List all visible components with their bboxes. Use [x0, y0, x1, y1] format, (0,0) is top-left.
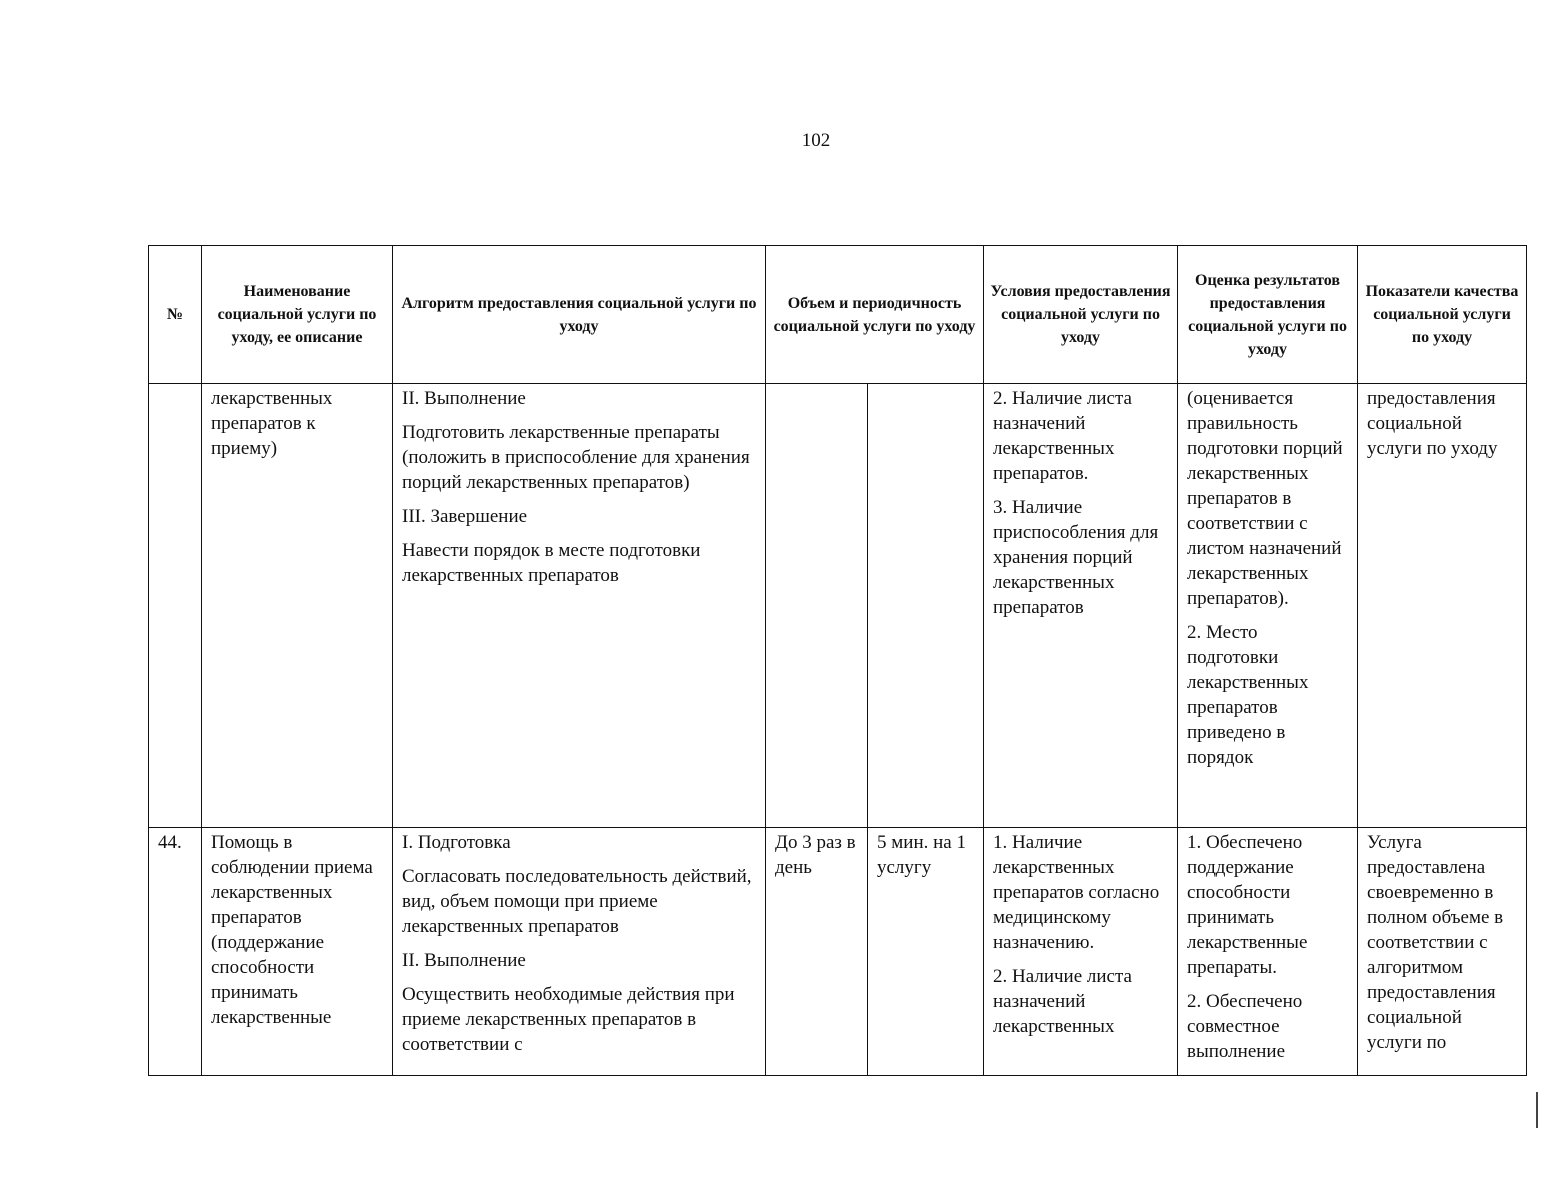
condition-item: 3. Наличие приспособления для хранения порций лекарственных препаратов: [993, 497, 1159, 618]
header-evaluation: Оценка результатов предоставления социальной услуги по уходу: [1178, 246, 1358, 384]
algorithm-step: II. Выполнение: [402, 388, 526, 409]
cell-conditions: [984, 828, 1178, 1076]
cell-algorithm: [393, 384, 766, 828]
header-name: Наименование социальной услуги по уходу, ее описание: [202, 246, 393, 384]
cell-periodicity: [868, 384, 984, 828]
algorithm-step: Подготовить лекарственные препараты (положить в приспособление для хранения порций лекарственных препаратов): [402, 422, 750, 493]
cell-conditions: [984, 384, 1178, 828]
condition-item: 1. Наличие лекарственных препаратов согласно медицинскому назначению.: [993, 832, 1160, 953]
algorithm-step: I. Подготовка: [402, 832, 511, 853]
algorithm-step: Навести порядок в месте подготовки лекарственных препаратов: [402, 540, 701, 586]
cell-num: 44.: [149, 828, 202, 1076]
table-row: [149, 384, 1527, 828]
header-num: №: [149, 246, 202, 384]
evaluation-item: (оценивается правильность подготовки порций лекарственных препаратов в соответствии с листом назначений лекарственных препаратов).: [1187, 388, 1343, 609]
cell-volume: [766, 384, 868, 828]
services-table: [148, 245, 1527, 1076]
scan-edge-mark: [1536, 1092, 1538, 1128]
evaluation-item: 2. Место подготовки лекарственных препаратов приведено в порядок: [1187, 622, 1309, 768]
table-header-row: [149, 246, 1527, 384]
cell-evaluation: [1178, 828, 1358, 1076]
evaluation-item: 1. Обеспечено поддержание способности принимать лекарственные препараты.: [1187, 832, 1308, 978]
header-conditions: Условия предоставления социальной услуги по уходу: [984, 246, 1178, 384]
cell-periodicity: 5 мин. на 1 услугу: [868, 828, 984, 1076]
condition-item: 2. Наличие листа назначений лекарственных: [993, 966, 1132, 1037]
cell-volume: До 3 раз в день: [766, 828, 868, 1076]
evaluation-item: 2. Обеспечено совместное выполнение: [1187, 991, 1303, 1062]
page-number: 102: [801, 130, 831, 151]
algorithm-step: III. Завершение: [402, 506, 528, 527]
cell-num: [149, 384, 202, 828]
algorithm-step: II. Выполнение: [402, 950, 526, 971]
condition-item: 2. Наличие листа назначений лекарственных препаратов.: [993, 388, 1132, 484]
header-volume: Объем и периодичность социальной услуги по уходу: [766, 246, 984, 384]
cell-name: лекарственных препаратов к приему): [202, 384, 393, 828]
cell-quality: предоставления социальной услуги по уходу: [1358, 384, 1527, 828]
algorithm-step: Согласовать последовательность действий, вид, объем помощи при приеме лекарственных препаратов: [402, 866, 752, 937]
cell-quality: Услуга предоставлена своевременно в полном объеме в соответствии с алгоритмом предоставления социальной услуги по: [1358, 828, 1527, 1076]
algorithm-step: Осуществить необходимые действия при приеме лекарственных препаратов в соответствии с: [402, 984, 735, 1055]
header-quality: Показатели качества социальной услуги по уходу: [1358, 246, 1527, 384]
cell-evaluation: [1178, 384, 1358, 828]
cell-name: Помощь в соблюдении приема лекарственных препаратов (поддержание способности принимать лекарственные: [202, 828, 393, 1076]
cell-algorithm: [393, 828, 766, 1076]
header-algorithm: Алгоритм предоставления социальной услуги по уходу: [393, 246, 766, 384]
table-row: [149, 828, 1527, 1076]
